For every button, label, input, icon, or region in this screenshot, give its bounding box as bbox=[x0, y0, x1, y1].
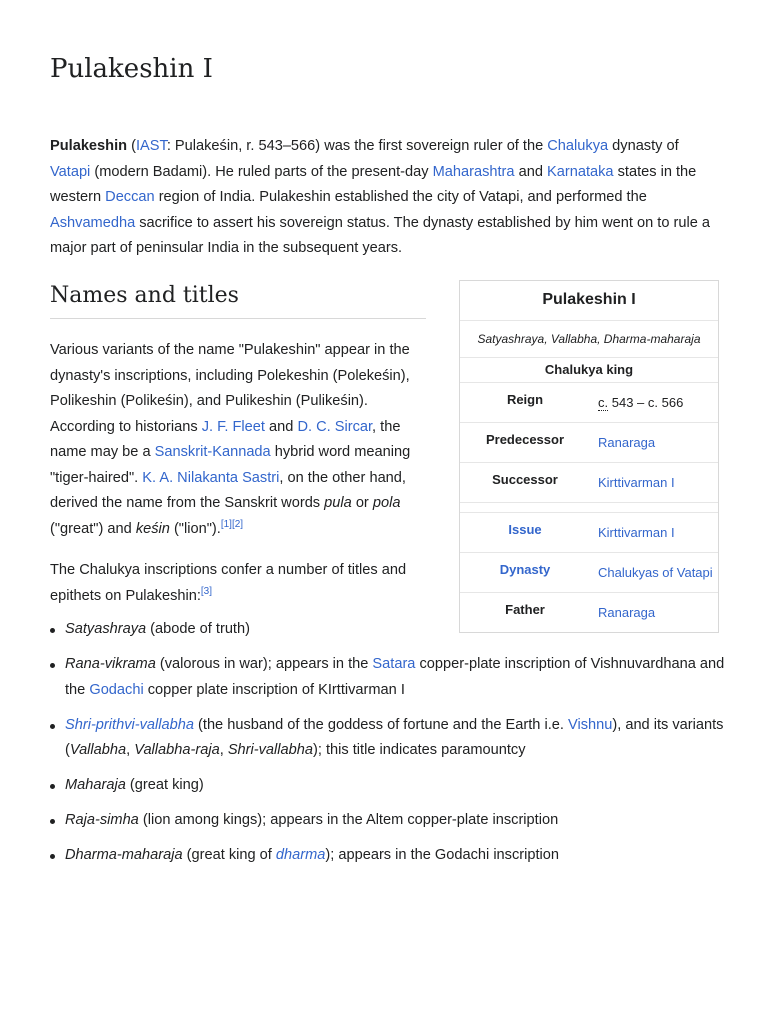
term-pula: pula bbox=[324, 495, 352, 511]
infobox-row-father bbox=[460, 593, 718, 632]
vatapi-link[interactable]: Vatapi bbox=[50, 163, 91, 180]
titles-intro-text: The Chalukya inscriptions confer a number of titles and epithets on Pulakeshin: bbox=[50, 562, 407, 604]
title-desc: ), and its variants ( bbox=[65, 716, 724, 758]
nilakanta-sastri-link[interactable]: K. A. Nilakanta Sastri bbox=[142, 469, 280, 486]
infobox-value bbox=[590, 593, 718, 632]
title-desc: copper plate inscription of KIrttivarman I bbox=[143, 681, 405, 698]
citation-3-link[interactable]: [3] bbox=[200, 585, 213, 597]
title-term: Shri-prithvi-vallabha bbox=[65, 716, 194, 733]
chalukya-link[interactable]: Chalukya bbox=[547, 138, 609, 154]
list-item bbox=[50, 652, 725, 703]
names-paragraph bbox=[50, 338, 430, 542]
title-desc: (the husband of the goddess of fortune and the Earth i.e. bbox=[193, 716, 568, 733]
lead-text: sacrifice to assert his sovereign status. The dynasty established by him went on to rule a major part of peninsular India in the subsequent years. bbox=[50, 214, 711, 256]
title-desc: (lion among kings); appears in the Altem copper-plate inscription bbox=[138, 812, 559, 828]
list-item bbox=[50, 773, 725, 799]
infobox-label: Successor bbox=[492, 472, 558, 487]
predecessor-link[interactable]: Ranaraga bbox=[598, 435, 656, 450]
lead-paragraph bbox=[50, 134, 722, 262]
infobox-label: Reign bbox=[506, 392, 544, 407]
names-text: hybrid word meaning "tiger-haired". bbox=[50, 444, 411, 486]
term-pola: pola bbox=[372, 495, 401, 511]
lead-text: ( bbox=[127, 138, 136, 154]
issue-label-link[interactable]: Issue bbox=[508, 522, 542, 537]
lead-text: and bbox=[514, 163, 548, 180]
infobox-row-predecessor bbox=[460, 423, 718, 463]
infobox-value bbox=[590, 463, 718, 502]
variant-term: Shri-vallabha bbox=[227, 742, 313, 758]
dynasty-label-link[interactable]: Dynasty bbox=[499, 562, 551, 577]
infobox-subtitle: Satyashraya, Vallabha, Dharma-maharaja bbox=[460, 321, 718, 358]
title-desc: (great king of bbox=[182, 847, 276, 863]
title-term: Raja-simha bbox=[65, 812, 139, 828]
variant-term: Vallabha bbox=[69, 742, 127, 758]
title-desc: , bbox=[219, 742, 228, 758]
issue-link[interactable]: Kirttivarman I bbox=[598, 525, 675, 540]
names-text: ("great") and bbox=[50, 520, 136, 537]
lead-text: : Pulakeśin, r. 543–566) was the first sovereign ruler of the bbox=[166, 138, 548, 154]
section-heading-names-and-titles: Names and titles bbox=[50, 283, 426, 319]
infobox-value bbox=[590, 383, 718, 422]
title-desc: (great king) bbox=[125, 777, 204, 793]
lead-text: (modern Badami). He ruled parts of the present-day bbox=[90, 163, 433, 180]
reign-years: 543 – c. 566 bbox=[608, 395, 684, 410]
karnataka-link[interactable]: Karnataka bbox=[547, 163, 614, 180]
dynasty-link[interactable]: Chalukyas of Vatapi bbox=[598, 565, 713, 580]
infobox-value bbox=[590, 553, 718, 592]
infobox-value bbox=[590, 513, 718, 552]
infobox-value bbox=[590, 423, 718, 462]
title-desc: ); this title indicates paramountcy bbox=[313, 742, 526, 758]
infobox-row-dynasty bbox=[460, 553, 718, 593]
names-text: and bbox=[264, 418, 298, 435]
list-item bbox=[50, 843, 725, 869]
infobox-label: Father bbox=[505, 602, 545, 617]
title-desc: copper-plate inscription of Vishnuvardhana and the bbox=[65, 656, 725, 698]
lead-text: states in the western bbox=[50, 163, 697, 205]
names-text: or bbox=[351, 495, 373, 511]
lead-text: region of India. Pulakeshin established the city of Vatapi, and performed the bbox=[154, 189, 647, 205]
titles-list bbox=[50, 617, 725, 878]
infobox-label-link-wrap bbox=[460, 513, 590, 552]
successor-link[interactable]: Kirttivarman I bbox=[598, 475, 675, 490]
title-term: Maharaja bbox=[65, 777, 126, 793]
title-term: Satyashraya bbox=[65, 621, 147, 637]
names-text: Various variants of the name "Pulakeshin" appear in the dynasty's inscriptions, including Polekeshin (Polekeśin), Polikeshin (Polikeśin), and Pulikeshin (Pulikeśin). According to historians bbox=[50, 342, 410, 435]
godachi-link[interactable]: Godachi bbox=[89, 681, 144, 698]
dharma-term: dharma bbox=[275, 847, 326, 863]
infobox bbox=[459, 280, 719, 633]
circa-abbr: c. bbox=[598, 395, 609, 410]
fleet-link[interactable]: J. F. Fleet bbox=[201, 418, 265, 435]
citation-1-link[interactable]: [1] bbox=[220, 518, 232, 530]
title-desc: (abode of truth) bbox=[146, 621, 250, 637]
dharma-link[interactable] bbox=[276, 847, 325, 863]
title-desc: (valorous in war); appears in the bbox=[155, 656, 373, 672]
page-title: Pulakeshin I bbox=[50, 54, 213, 84]
shri-prithvi-vallabha-link[interactable] bbox=[65, 717, 194, 733]
citation-2-link[interactable]: [2] bbox=[231, 518, 244, 530]
infobox-label-link-wrap bbox=[460, 553, 590, 592]
titles-intro-paragraph bbox=[50, 558, 425, 609]
lead-text: dynasty of bbox=[608, 138, 679, 154]
father-link[interactable]: Ranaraga bbox=[598, 605, 656, 620]
title-desc: ); appears in the Godachi inscription bbox=[325, 847, 560, 863]
names-text: , the name may be a bbox=[50, 418, 401, 460]
infobox-row-successor bbox=[460, 463, 718, 503]
infobox-title: Pulakeshin I bbox=[460, 281, 718, 321]
term-kesin: keśin bbox=[135, 520, 170, 537]
variant-term: Vallabha-raja bbox=[134, 742, 220, 758]
ashvamedha-link[interactable]: Ashvamedha bbox=[50, 214, 136, 231]
sanskrit-kannada-link[interactable]: Sanskrit-Kannada bbox=[154, 444, 271, 460]
list-item bbox=[50, 808, 725, 834]
infobox-separator bbox=[460, 503, 718, 513]
infobox-row-issue bbox=[460, 513, 718, 553]
vishnu-link[interactable]: Vishnu bbox=[568, 716, 613, 733]
names-text: , on the other hand, derived the name from the Sanskrit words bbox=[50, 469, 406, 511]
deccan-link[interactable]: Deccan bbox=[105, 189, 155, 205]
title-term: Dharma-maharaja bbox=[65, 847, 183, 863]
iast-link[interactable]: IAST bbox=[135, 138, 167, 154]
infobox-header: Chalukya king bbox=[460, 358, 718, 383]
names-text: ("lion"). bbox=[169, 520, 221, 537]
sircar-link[interactable]: D. C. Sircar bbox=[297, 418, 373, 435]
title-term: Rana-vikrama bbox=[65, 656, 156, 672]
infobox-row-reign bbox=[460, 383, 718, 423]
list-item bbox=[50, 713, 725, 764]
satara-link[interactable]: Satara bbox=[372, 656, 416, 672]
title-desc: , bbox=[126, 742, 135, 758]
infobox-label: Predecessor bbox=[485, 432, 565, 447]
lead-subject-name: Pulakeshin bbox=[50, 138, 128, 154]
maharashtra-link[interactable]: Maharashtra bbox=[432, 163, 515, 180]
